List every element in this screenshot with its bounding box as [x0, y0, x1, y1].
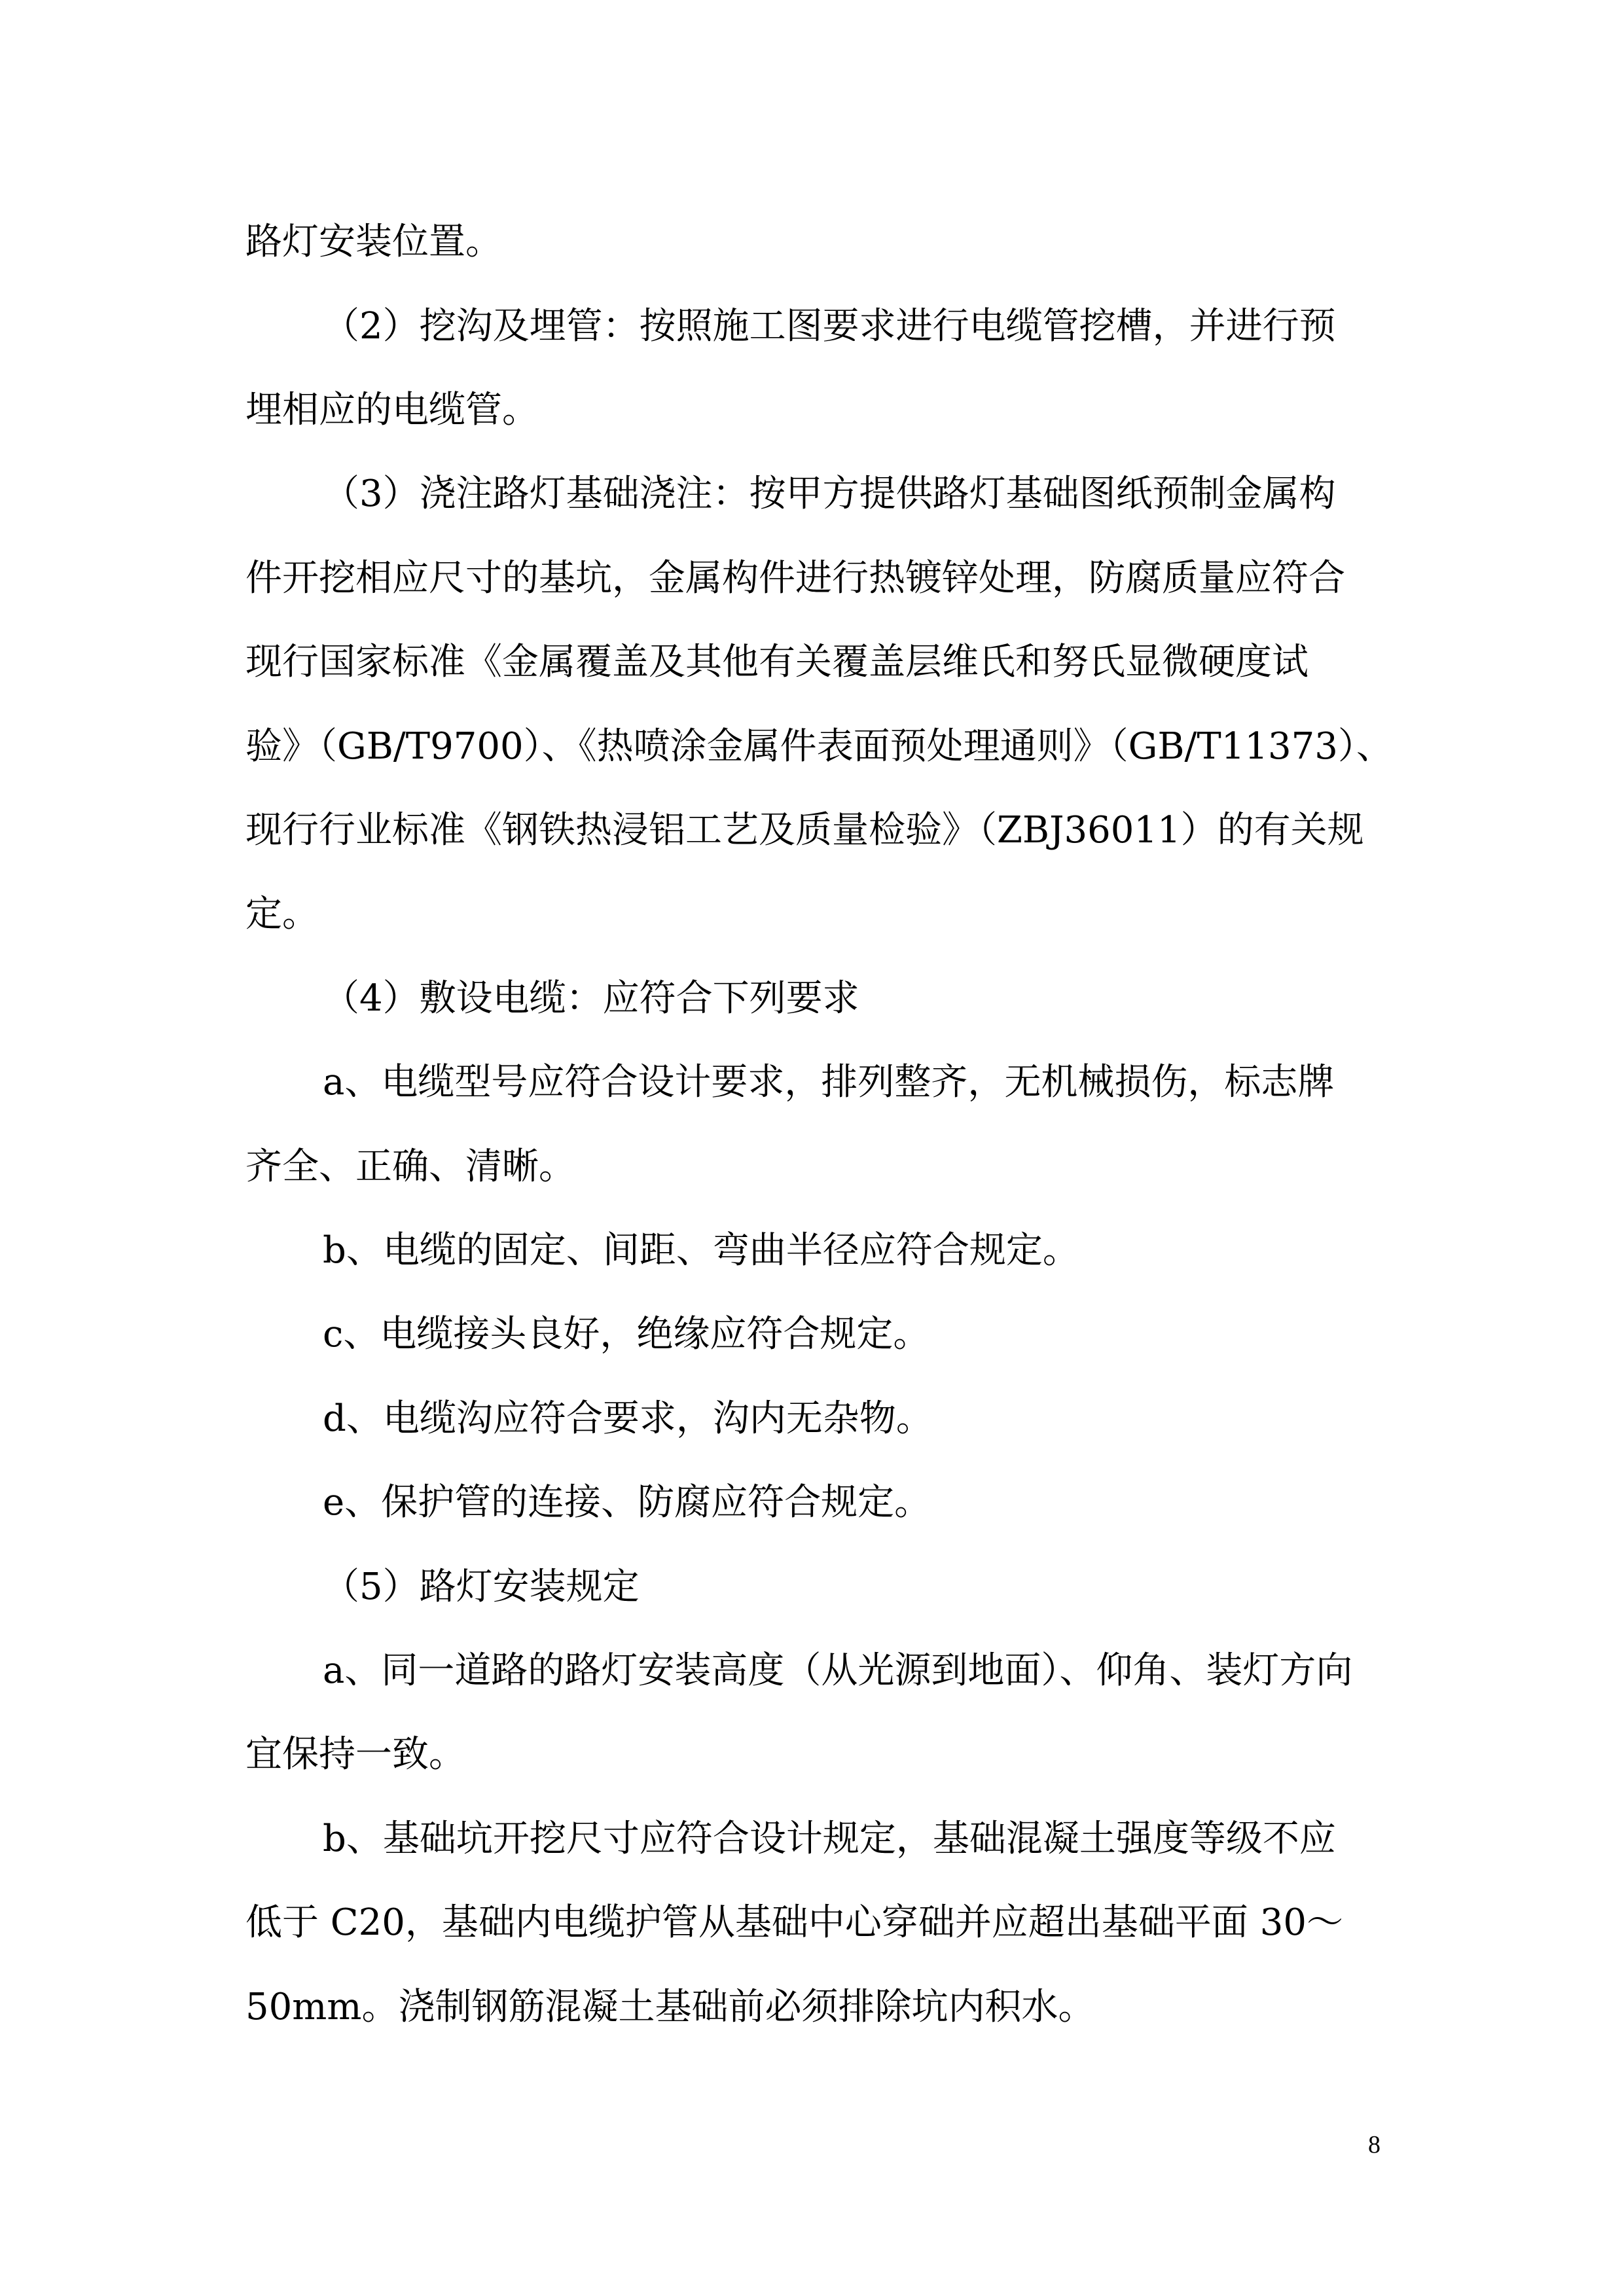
text-line-14: c、电缆接头良好，绝缘应符合规定。 — [323, 1313, 930, 1355]
text-line-4: （3）浇注路灯基础浇注：按甲方提供路灯基础图纸预制金属构 — [323, 473, 1336, 515]
text-line-1: 路灯安装位置。 — [245, 221, 502, 263]
text-line-16: e、保护管的连接、防腐应符合规定。 — [323, 1481, 931, 1524]
text-line-12: 齐全、正确、清晰。 — [245, 1145, 575, 1188]
text-line-3: 埋相应的电缆管。 — [245, 389, 539, 431]
text-line-18: a、同一道路的路灯安装高度（从光源到地面）、仰角、装灯方向 — [323, 1649, 1353, 1692]
text-line-21: 低于 C20，基础内电缆护管从基础中心穿础并应超出基础平面 30～ — [245, 1901, 1343, 1944]
text-line-13: b、电缆的固定、间距、弯曲半径应符合规定。 — [323, 1229, 1079, 1272]
text-line-19: 宜保持一致。 — [245, 1733, 465, 1776]
text-line-11: a、电缆型号应符合设计要求，排列整齐，无机械损伤，标志牌 — [323, 1061, 1335, 1103]
text-line-9: 定。 — [245, 893, 319, 935]
text-line-8: 现行行业标准《钢铁热浸铝工艺及质量检验》（ZBJ36011）的有关规 — [245, 809, 1364, 852]
page-number: 8 — [1368, 2131, 1380, 2159]
text-line-20: b、基础坑开挖尺寸应符合设计规定，基础混凝土强度等级不应 — [323, 1818, 1336, 1860]
text-line-2: （2）挖沟及埋管：按照施工图要求进行电缆管挖槽，并进行预 — [323, 305, 1336, 348]
text-line-6: 现行国家标准《金属覆盖及其他有关覆盖层维氏和努氏显微硬度试 — [245, 641, 1308, 683]
text-line-22: 50mm。浇制钢筋混凝土基础前必须排除坑内积水。 — [245, 1986, 1095, 2028]
text-line-5: 件开挖相应尺寸的基坑，金属构件进行热镀锌处理，防腐质量应符合 — [245, 557, 1345, 600]
text-line-17: （5）路灯安装规定 — [323, 1566, 640, 1608]
text-line-15: d、电缆沟应符合要求，沟内无杂物。 — [323, 1397, 933, 1440]
text-line-10: （4）敷设电缆：应符合下列要求 — [323, 977, 859, 1020]
text-line-7: 验》（GB/T9700）、《热喷涂金属件表面预处理通则》（GB/T11373）、 — [245, 725, 1393, 768]
